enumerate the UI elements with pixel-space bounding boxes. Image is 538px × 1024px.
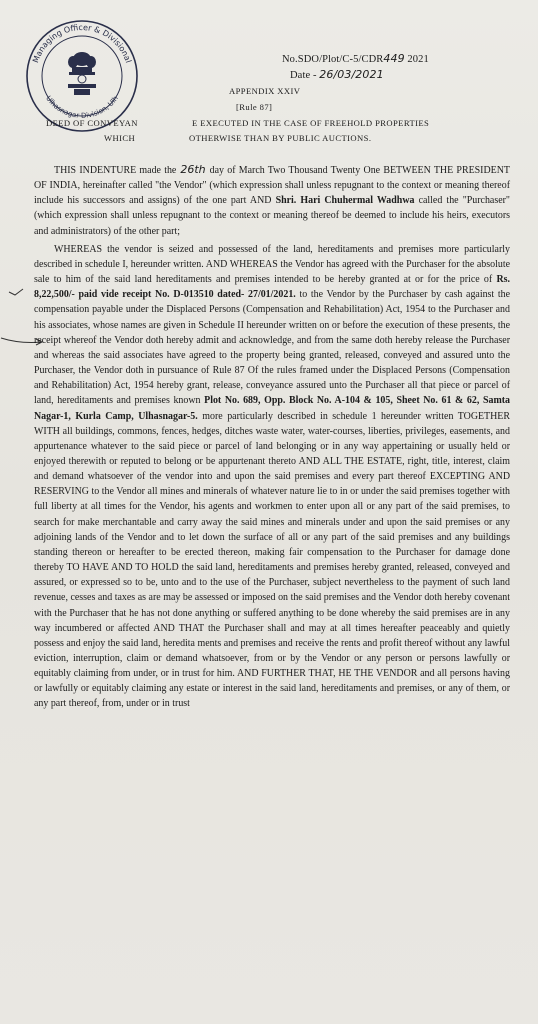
reference-number-year: 2021 bbox=[407, 54, 429, 65]
compensation-clause: to the Vendor by the Purchaser by cash against the compensation payable under the Displaced Persons (Compensation and Rehabilitation) Act, 1954 to the Purchaser and his associates, whose names are given in Schedule II hereunder written on or before the execution of these presents, the receipt whereof the Vendor doth hereby admit and acknowledge, and from the same doth hereby release the Purchaser and whereas the said associates have agreed to the property being granted, released, conveyed and assured unto the Purchaser, the Vendor doth in pursuance of Rule 87 Of the rules framed under the Displaced Persons (Compensation and Rehabilitation) Act, 1954 hereby grant, release, conveyance assured unto the Purchaser all that piece or parcel of land, hereditaments and premises known bbox=[34, 289, 510, 407]
indenture-day-handwritten: 26th bbox=[180, 163, 206, 176]
indenture-closing: called the "Purchaser" (which expression shall unless repugnant to the context or meaning thereof be deemed to include his heirs, executors and administrators) of the other part; bbox=[34, 195, 510, 237]
rule-label: [Rule 87] bbox=[236, 102, 273, 112]
margin-tick-mark bbox=[8, 287, 24, 297]
deed-title-left: DEED OF CONVEYAN bbox=[46, 118, 138, 128]
deed-subtitle-right: OTHERWISE THAN BY PUBLIC AUCTIONS. bbox=[189, 133, 372, 143]
reference-number-prefix: No.SDO/Plot/C-5/CDR bbox=[282, 54, 384, 65]
official-seal-stamp bbox=[22, 14, 142, 134]
plot-description: Plot No. 689, Opp. Block No. A-104 & 105, Sheet No. 61 & 62, Samta Nagar-1, Kurla Camp, Ulhasnagar-5. bbox=[34, 395, 511, 422]
paragraph-whereas bbox=[34, 242, 510, 712]
reference-number bbox=[282, 52, 429, 65]
deed-title-right: E EXECUTED IN THE CASE OF FREEHOLD PROPERTIES bbox=[192, 118, 430, 128]
grant-and-reservation-clauses: more particularly described in schedule 1 hereunder written TOGETHER WITH all buildings, commons, fences, hedges, ditches waste water, water-courses, liberties, privileges, easements, and appurtenance whatever to the said piece or parcel of land belonging or in any way appertaining or usually held or enjoyed therewith or reputed to belong or be appurtenant thereto AND ALL THE ESTATE, right, title, interest, claim and demand whatsoever of the vendor into and upon the said premises and every part thereof EXCEPTING AND RESERVING to the Vendor all mines and minerals of whatever nature lie to in or under the said premises together with full liberty at all times for the Vendor, his agents and workmen to enter upon all or any part of the said premises, to search for make merchantable and carry away the said mines and minerals under and upon the said premises or any adjoining lands of the Vendor and to let down the surface of all or any part of the said premises and any buildings standing thereon or hereafter to be erected thereon, making fair compensation to the Purchaser for damage done thereby TO HAVE AND TO HOLD the said land, hereditaments and premises hereby granted, released, conveyed and assured, or expressed so to be, unto and to the use of the Purchaser, subject nevertheless to the payment of such land revenue, cesses and taxes as are may be assessed or imposed on the said premises and the Vendor doth hereby covenant with the Purchaser that he has not done anything or suffered anything to be done whereby the said premises are in any way incumbered or affected AND THAT the Purchaser shall and may at all times hereafter peaceably and quietly possess and enjoy the said land, heredita ments and premises and receive the rents and profit thereof without any lawful eviction, interruption, claim or demand whatsoever, from or by the Vendor or any person or persons lawfully or equitably claiming from under, or in trust for him. AND FURTHER THAT, HE THE VENDOR and all persons having or lawfully or equitably claiming any estate or interest in the said land, hereditaments and premises, or any of them, or any part thereof, from, under or in trust bbox=[34, 410, 511, 710]
indenture-parties: day of March Two Thousand Twenty One BETWEEN THE PRESIDENT OF INDIA, hereinafter called "the Vendor" (which expression shall unless repugnant to the context or meaning thereof include his successors and assigns) of the one part AND bbox=[34, 165, 510, 207]
indenture-opening: THIS INDENTURE made the bbox=[54, 165, 177, 176]
paragraph-indenture bbox=[34, 162, 510, 239]
reference-date-value: 26/03/2021 bbox=[319, 68, 384, 81]
deed-body bbox=[34, 162, 510, 712]
sale-price-receipt: Rs. 8,22,500/- paid vide receipt No. D-013510 dated- 27/01/2021. bbox=[34, 274, 510, 301]
purchaser-name: Shri. Hari Chuhermal Wadhwa bbox=[275, 195, 415, 207]
whereas-recital: WHEREAS the vendor is seized and possessed of the land, hereditaments and premises more particularly described in schedule I, hereunder written. AND WHEREAS the Vendor has agreed with the Purchaser for the absolute sale to him of the said land hereditaments and premises intended to be hereby granted at or for the price of bbox=[34, 243, 510, 286]
appendix-label: APPENDIX XXIV bbox=[229, 86, 301, 96]
reference-number-handwritten: 449 bbox=[383, 52, 405, 65]
reference-date bbox=[290, 68, 384, 81]
deed-subtitle-left: WHICH bbox=[104, 133, 136, 143]
svg-text:Ulhasnagar Division, Ulh: Ulhasnagar Division, Ulh bbox=[44, 94, 120, 120]
reference-date-label: Date - bbox=[290, 70, 317, 81]
svg-text:Managing Officer & Divisional: Managing Officer & Divisional bbox=[31, 22, 133, 65]
